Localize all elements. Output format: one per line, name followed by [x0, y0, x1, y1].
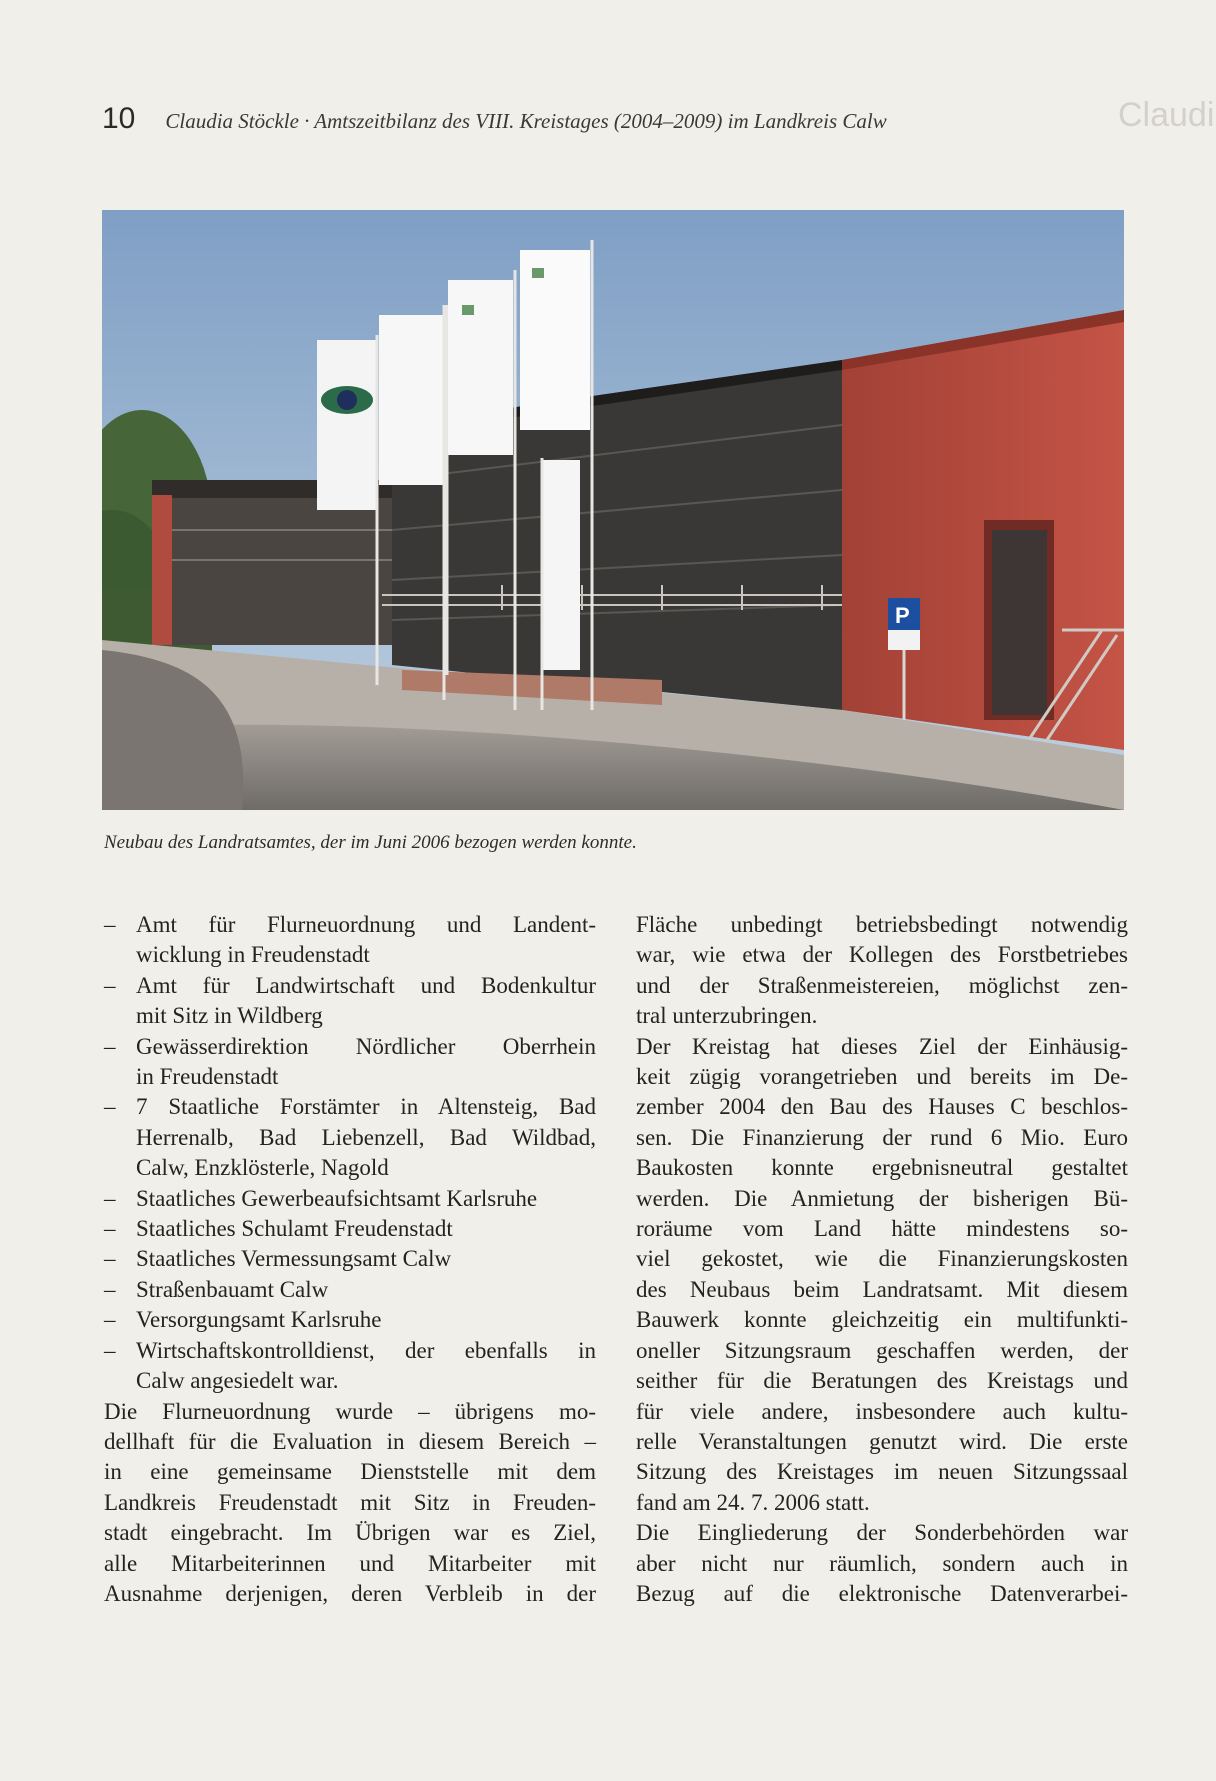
text-line: Staatliches Vermessungsamt Calw: [136, 1246, 452, 1272]
text-line: Wirtschaftskontrolldienst, der ebenfalls in: [136, 1337, 596, 1363]
text-line: des Neubaus beim Landratsamt. Mit diesem: [636, 1276, 1128, 1302]
text-line: Staatliches Gewerbeaufsichtsamt Karlsruhe: [136, 1185, 538, 1211]
text-line: in Freudenstadt: [136, 1064, 279, 1090]
list-item: [104, 1305, 596, 1335]
text-line: aber nicht nur räumlich, sondern auch in: [636, 1550, 1128, 1576]
left-column: [104, 910, 596, 1609]
text-line: Die Eingliederung der Sonderbehörden war: [636, 1520, 1128, 1546]
list-dash: –: [104, 972, 116, 998]
text-line: keit zügig vorangetrieben und bereits im De-: [636, 1064, 1128, 1090]
text-line: in eine gemeinsame Dienststelle mit dem: [104, 1459, 596, 1485]
list-item: [104, 1214, 596, 1244]
text-line: oneller Sitzungsraum geschaffen werden, der: [636, 1337, 1128, 1363]
list-dash: –: [104, 1033, 116, 1059]
text-line: Gewässerdirektion Nördlicher Oberrhein: [136, 1033, 596, 1059]
text-line: Amt für Landwirtschaft und Bodenkultur: [136, 972, 596, 998]
text-line: alle Mitarbeiterinnen und Mitarbeiter mit: [104, 1550, 596, 1576]
text-line: Fläche unbedingt betriebsbedingt notwendig: [636, 912, 1128, 937]
text-line: Bezug auf die elektronische Datenverarbei-: [636, 1580, 1128, 1606]
text-line: 7 Staatliche Forstämter in Altensteig, Bad: [136, 1094, 596, 1120]
right-paragraph-3: [636, 1518, 1128, 1609]
list-dash: –: [104, 1307, 116, 1333]
show-through-text: Claudi: [1118, 96, 1215, 134]
list-dash: –: [104, 1216, 116, 1242]
list-item: [104, 1184, 596, 1214]
list-item: [104, 910, 596, 971]
list-dash: –: [104, 1337, 116, 1363]
text-line: Die Flurneuordnung wurde – übrigens mo-: [104, 1398, 596, 1424]
running-header: [102, 102, 1122, 142]
text-line: Staatliches Schulamt Freudenstadt: [136, 1216, 453, 1242]
left-paragraph: [104, 1397, 596, 1610]
parking-sign-letter: P: [895, 603, 910, 628]
authority-list: [104, 910, 596, 1397]
text-line: für viele andere, insbesondere auch kultu-: [636, 1398, 1128, 1424]
text-line: stadt eingebracht. Im Übrigen war es Ziel,: [104, 1520, 596, 1546]
text-line: relle Veranstaltungen genutzt wird. Die erste: [636, 1428, 1128, 1454]
left-wing: [152, 495, 402, 645]
list-item: [104, 1336, 596, 1397]
text-line: fand am 24. 7. 2006 statt.: [636, 1489, 870, 1515]
text-line: Landkreis Freudenstadt mit Sitz in Freuden-: [104, 1489, 596, 1515]
running-head: Claudia Stöckle · Amtszeitbilanz des VIII. Kreistages (2004–2009) im Landkreis Calw: [165, 109, 887, 133]
list-dash: –: [104, 1276, 116, 1302]
list-item: [104, 1092, 596, 1183]
text-line: war, wie etwa der Kollegen des Forstbetriebes: [636, 942, 1128, 968]
text-line: Straßenbauamt Calw: [136, 1276, 329, 1302]
list-dash: –: [104, 912, 116, 937]
text-line: Ausnahme derjenigen, deren Verbleib in der: [104, 1580, 596, 1606]
right-paragraph-1: [636, 910, 1128, 1032]
text-line: dellhaft für die Evaluation in diesem Bereich –: [104, 1428, 596, 1454]
list-item: [104, 1275, 596, 1305]
list-dash: –: [104, 1246, 116, 1272]
text-line: Versorgungsamt Karlsruhe: [136, 1307, 382, 1333]
building-photo: [102, 210, 1124, 810]
text-line: Herrenalb, Bad Liebenzell, Bad Wildbad,: [136, 1124, 596, 1150]
text-line: mit Sitz in Wildberg: [136, 1003, 323, 1029]
text-line: zember 2004 den Bau des Hauses C beschlos-: [636, 1094, 1128, 1120]
text-line: Amt für Flurneuordnung und Landent-: [136, 912, 596, 937]
text-line: werden. Die Anmietung der bisherigen Bü-: [636, 1185, 1128, 1211]
right-column: [636, 910, 1128, 1609]
page-number: 10: [102, 102, 136, 135]
text-line: seither für die Beratungen des Kreistags und: [636, 1368, 1128, 1394]
list-dash: –: [104, 1094, 116, 1120]
text-line: sen. Die Finanzierung der rund 6 Mio. Euro: [636, 1124, 1128, 1150]
text-line: und der Straßenmeistereien, möglichst zen-: [636, 972, 1128, 998]
text-line: wicklung in Freudenstadt: [136, 942, 370, 968]
list-item: [104, 971, 596, 1032]
text-line: Calw angesiedelt war.: [136, 1368, 339, 1394]
text-line: Der Kreistag hat dieses Ziel der Einhäusig-: [636, 1033, 1128, 1059]
photo-caption: Neubau des Landratsamtes, der im Juni 2006 bezogen werden konnte.: [104, 832, 637, 853]
list-item: [104, 1244, 596, 1274]
text-line: Bauwerk konnte gleichzeitig ein multifunkti-: [636, 1307, 1128, 1333]
text-line: Sitzung des Kreistages im neuen Sitzungssaal: [636, 1459, 1128, 1485]
red-facade: [842, 310, 1124, 750]
list-item: [104, 1032, 596, 1093]
text-line: viel gekostet, wie die Finanzierungskosten: [636, 1246, 1128, 1272]
text-line: Baukosten konnte ergebnisneutral gestaltet: [636, 1155, 1128, 1181]
right-paragraph-2: [636, 1032, 1128, 1519]
list-dash: –: [104, 1185, 116, 1211]
text-line: Calw, Enzklösterle, Nagold: [136, 1155, 389, 1181]
text-line: tral unterzubringen.: [636, 1003, 818, 1029]
text-line: roräume vom Land hätte mindestens so-: [636, 1216, 1128, 1242]
